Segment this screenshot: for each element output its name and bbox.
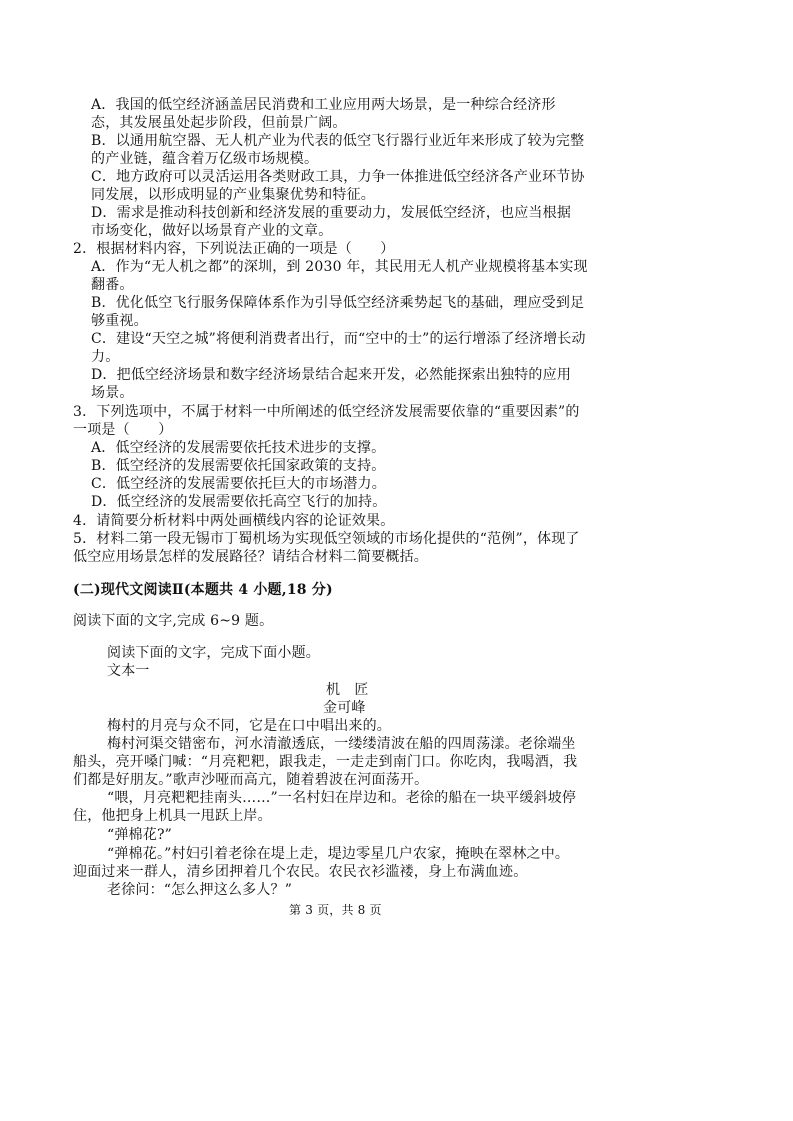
q3-option-d: D．低空经济的发展需要依托高空飞行的加持。 xyxy=(91,494,387,510)
q1-option-a-line2: 态，其发展虽处起步阶段，但前景广阔。 xyxy=(91,115,347,131)
story-author: 金可峰 xyxy=(323,700,366,716)
q1-option-c-line1: C．地方政府可以灵活运用各类财政工具，力争一体推进低空经济各产业环节协 xyxy=(91,169,585,185)
section-heading: (二)现代文阅读Ⅱ(本题共 4 小题,18 分) xyxy=(73,582,333,598)
paragraph-2-line1: 梅村河渠交错密布，河水清澈透底，一缕缕清波在船的四周荡漾。老徐端坐 xyxy=(107,736,576,752)
q1-option-a-line1: A．我国的低空经济涵盖居民消费和工业应用两大场景，是一种综合经济形 xyxy=(91,97,556,113)
q2-option-b-line2: 够重视。 xyxy=(91,313,148,329)
q3-stem-line1: 3．下列选项中，不属于材料一中所阐述的低空经济发展需要依靠的“重要因素”的 xyxy=(73,404,580,420)
sub-instruction: 阅读下面的文字，完成下面小题。 xyxy=(107,645,320,661)
q2-stem: 2．根据材料内容，下列说法正确的一项是（ ） xyxy=(73,241,395,257)
paragraph-5-line1: “弹棉花。”村妇引着老徐在堤上走，堤边零星几户农家，掩映在翠林之中。 xyxy=(107,846,570,862)
q1-option-b-line1: B．以通用航空器、无人机产业为代表的低空飞行器行业近年来形成了较为完整 xyxy=(91,133,585,149)
q3-option-c: C．低空经济的发展需要依托巨大的市场潜力。 xyxy=(91,476,386,492)
q1-option-b-line2: 的产业链，蕴含着万亿级市场规模。 xyxy=(91,151,319,167)
q3-option-b: B．低空经济的发展需要依托国家政策的支持。 xyxy=(91,458,386,474)
q2-option-d-line2: 场景。 xyxy=(91,385,134,401)
q1-option-d-line1: D．需求是推动科技创新和经济发展的重要动力，发展低空经济，也应当根据 xyxy=(91,205,572,221)
q3-stem-line2: 一项是（ ） xyxy=(73,422,173,438)
q2-option-c-line2: 力。 xyxy=(91,349,120,365)
q4-stem: 4．请简要分析材料中两处画横线内容的论证效果。 xyxy=(73,513,395,529)
paragraph-2-line3: 们都是好朋友。”歌声沙哑而高亢，随着碧波在河面荡开。 xyxy=(73,772,429,788)
page-footer: 第 3 页，共 8 页 xyxy=(289,903,382,917)
q1-option-d-line2: 市场变化，做好以场景育产业的文章。 xyxy=(91,223,333,239)
paragraph-6-line1: 老徐问：“怎么押这么多人？” xyxy=(107,882,293,898)
q5-stem-line1: 5．材料二第一段无锡市丁蜀机场为实现低空领域的市场化提供的“范例”，体现了 xyxy=(73,531,580,547)
q1-option-c-line2: 同发展，以形成明显的产业集聚优势和特征。 xyxy=(91,187,375,203)
paragraph-2-line2: 船头，亮开嗓门喊：“月亮粑粑，跟我走，一走走到南门口。你吃肉，我喝酒，我 xyxy=(73,754,578,770)
q2-option-c-line1: C．建设“天空之城”将便利消费者出行，而“空中的士”的运行增添了经济增长动 xyxy=(91,331,586,347)
q3-option-a: A．低空经济的发展需要依托技术进步的支撑。 xyxy=(91,440,386,456)
q5-stem-line2: 低空应用场景怎样的发展路径？请结合材料二简要概括。 xyxy=(73,549,428,565)
story-title: 机 匠 xyxy=(326,682,369,698)
paragraph-5-line2: 迎面过来一群人，清乡团押着几个农民。农民衣衫滥褛，身上布满血迹。 xyxy=(73,864,528,880)
section-instruction: 阅读下面的文字,完成 6~9 题。 xyxy=(73,613,274,629)
q2-option-a-line2: 翻番。 xyxy=(91,277,134,293)
q2-option-d-line1: D．把低空经济场景和数字经济场景结合起来开发，必然能探索出独特的应用 xyxy=(91,367,572,383)
q2-option-a-line1: A．作为“无人机之都”的深圳，到 2030 年，其民用无人机产业规模将基本实现 xyxy=(91,259,588,275)
paragraph-3-line2: 住，他把身上机具一甩跃上岸。 xyxy=(73,808,272,824)
paragraph-1-line1: 梅村的月亮与众不同，它是在口中唱出来的。 xyxy=(107,718,391,734)
paragraph-4-line1: “弹棉花?” xyxy=(107,827,173,843)
q2-option-b-line1: B．优化低空飞行服务保障体系作为引导低空经济乘势起飞的基础，理应受到足 xyxy=(91,295,585,311)
paragraph-3-line1: “喂，月亮粑粑挂南头……”一名村妇在岸边和。老徐的船在一块平缓斜坡停 xyxy=(107,790,577,806)
text-label: 文本一 xyxy=(107,663,150,679)
